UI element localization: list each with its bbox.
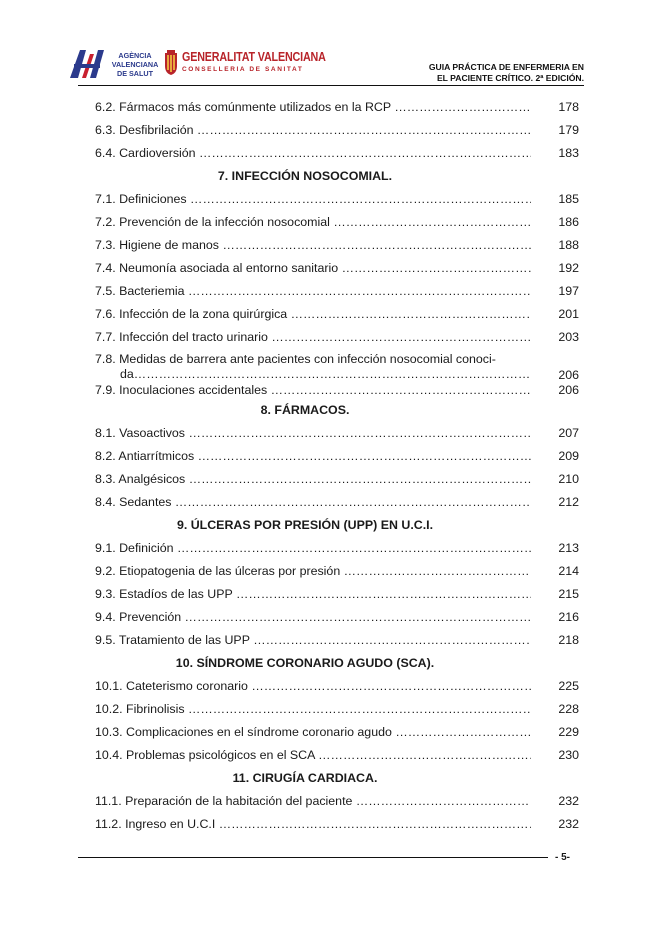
- gv-crest-icon: [163, 50, 179, 76]
- toc-entry-label: 6.2. Fármacos más comúnmente utilizados en la RCP ………………………………………………………………………………………………………………………………: [95, 99, 531, 116]
- toc-entry[interactable]: [95, 675, 585, 698]
- toc-entry[interactable]: [95, 326, 585, 349]
- toc-entry-page: 230: [558, 748, 579, 762]
- toc-entry-label-continuation: da ……………………………………………………………………………………………………………………………………: [120, 366, 531, 383]
- toc-entry-label: 7.8. Medidas de barrera ante pacientes con infección nosocomial conoci-: [95, 352, 496, 366]
- toc-entry-label: 9.2. Etiopatogenia de las úlceras por presión ………………………………………………………………………………………………………………………………: [95, 563, 531, 580]
- toc-entry-page: 186: [558, 215, 579, 229]
- toc-entry[interactable]: [95, 280, 585, 303]
- toc-entry-label: 7.4. Neumonía asociada al entorno sanitario ………………………………………………………………………………………………………………………………: [95, 260, 531, 277]
- toc-entry-label: 11.1. Preparación de la habitación del paciente ………………………………………………………………………………………………………………………………: [95, 793, 531, 810]
- avs-logo-line: AGÈNCIA: [118, 51, 152, 60]
- toc-entry-label: 11.2. Ingreso en U.C.I ………………………………………………………………………………………………………………………………: [95, 816, 531, 833]
- toc-entry-page: 229: [558, 725, 579, 739]
- toc-entry-label: 9.3. Estadíos de las UPP ………………………………………………………………………………………………………………………………: [95, 586, 531, 603]
- toc-entry[interactable]: [95, 491, 585, 514]
- toc-entry-label: 7.9. Inoculaciones accidentales ………………………………………………………………………………………………………………………………: [95, 382, 531, 399]
- toc-entry-page: 206: [558, 368, 579, 382]
- toc-entry-label: 7.2. Prevención de la infección nosocomial ………………………………………………………………………………………………………………………………: [95, 214, 531, 231]
- toc-entry-page: 178: [558, 100, 579, 114]
- toc-entry-label: 6.4. Cardioversión ………………………………………………………………………………………………………………………………: [95, 145, 531, 162]
- toc-entry[interactable]: [95, 583, 585, 606]
- section-heading: 11. CIRUGÍA CARDIACA.: [232, 771, 378, 785]
- avs-emblem-icon: [70, 48, 104, 78]
- toc-entry[interactable]: [95, 422, 585, 445]
- toc-entry[interactable]: [95, 142, 585, 165]
- toc-entry-label: 9.5. Tratamiento de las UPP ………………………………………………………………………………………………………………………………: [95, 632, 531, 649]
- toc-entry-page: 232: [558, 817, 579, 831]
- toc-entry-page: 216: [558, 610, 579, 624]
- toc-entry-page: 183: [558, 146, 579, 160]
- table-of-contents: [95, 96, 585, 836]
- toc-entry[interactable]: [95, 96, 585, 119]
- toc-entry[interactable]: [95, 234, 585, 257]
- toc-entry[interactable]: [95, 560, 585, 583]
- section-heading: 8. FÁRMACOS.: [260, 403, 350, 417]
- toc-entry-page: 215: [558, 587, 579, 601]
- toc-entry-label: 8.3. Analgésicos ………………………………………………………………………………………………………………………………: [95, 471, 531, 488]
- generalitat-valenciana-logo: [163, 50, 326, 80]
- toc-entry-page: 232: [558, 794, 579, 808]
- toc-entry-page: 206: [558, 383, 579, 397]
- toc-entry-page: 228: [558, 702, 579, 716]
- toc-entry[interactable]: [95, 698, 585, 721]
- page-number: - 5-: [555, 852, 570, 863]
- gv-logo-subtitle: CONSELLERIA DE SANITAT: [182, 66, 304, 73]
- header-divider: [78, 85, 584, 86]
- toc-entry-label: 9.4. Prevención ………………………………………………………………………………………………………………………………: [95, 609, 531, 626]
- toc-entry-page: 185: [558, 192, 579, 206]
- toc-entry-label: 8.4. Sedantes ………………………………………………………………………………………………………………………………: [95, 494, 531, 511]
- gv-logo-title: GENERALITAT VALENCIANA: [182, 50, 326, 64]
- toc-entry-page: 209: [558, 449, 579, 463]
- section-heading: 9. ÚLCERAS POR PRESIÓN (UPP) EN U.C.I.: [176, 518, 434, 532]
- toc-entry-label: 10.2. Fibrinolisis ………………………………………………………………………………………………………………………………: [95, 701, 531, 718]
- toc-entry-page: 212: [558, 495, 579, 509]
- page-header: [0, 0, 662, 92]
- agencia-valenciana-salut-logo: [70, 48, 162, 82]
- toc-entry-label: 7.5. Bacteriemia ………………………………………………………………………………………………………………………………: [95, 283, 531, 300]
- toc-entry-page: 192: [558, 261, 579, 275]
- toc-entry-page: 203: [558, 330, 579, 344]
- toc-entry[interactable]: [95, 721, 585, 744]
- toc-entry[interactable]: [95, 211, 585, 234]
- toc-entry[interactable]: [95, 606, 585, 629]
- toc-entry-label: 7.1. Definiciones ………………………………………………………………………………………………………………………………: [95, 191, 531, 208]
- toc-entry-label: 10.3. Complicaciones en el síndrome coronario agudo ………………………………………………………………………………………………………………………………: [95, 724, 531, 741]
- toc-entry-label: 10.4. Problemas psicológicos en el SCA ………………………………………………………………………………………………………………………………: [95, 747, 531, 764]
- toc-entry-label: 6.3. Desfibrilación ………………………………………………………………………………………………………………………………: [95, 122, 531, 139]
- toc-entry-label: 8.1. Vasoactivos ………………………………………………………………………………………………………………………………: [95, 425, 531, 442]
- toc-entry[interactable]: [95, 119, 585, 142]
- toc-entry-page: 218: [558, 633, 579, 647]
- toc-entry-page: 188: [558, 238, 579, 252]
- toc-entry[interactable]: [95, 303, 585, 326]
- avs-logo-line: DE SALUT: [117, 69, 153, 78]
- toc-entry-label: 7.3. Higiene de manos ………………………………………………………………………………………………………………………………: [95, 237, 531, 254]
- toc-entry-label: 7.7. Infección del tracto urinario ………………………………………………………………………………………………………………………………: [95, 329, 531, 346]
- toc-entry[interactable]: [95, 382, 585, 399]
- toc-entry-page: 197: [558, 284, 579, 298]
- toc-entry-page: 214: [558, 564, 579, 578]
- toc-entry[interactable]: [95, 468, 585, 491]
- toc-entry-page: 210: [558, 472, 579, 486]
- toc-entry[interactable]: [95, 445, 585, 468]
- document-title: [429, 62, 584, 84]
- section-heading: 7. INFECCIÓN NOSOCOMIAL.: [217, 169, 393, 183]
- toc-entry[interactable]: [95, 537, 585, 560]
- avs-logo-line: VALENCIANA: [111, 60, 159, 69]
- toc-entry-label: 9.1. Definición ………………………………………………………………………………………………………………………………: [95, 540, 531, 557]
- toc-entry[interactable]: [95, 257, 585, 280]
- toc-entry[interactable]: [95, 813, 585, 836]
- toc-entry[interactable]: [95, 744, 585, 767]
- section-heading: 10. SÍNDROME CORONARIO AGUDO (SCA).: [175, 656, 435, 670]
- toc-entry[interactable]: [95, 790, 585, 813]
- footer-divider: [78, 857, 548, 858]
- toc-entry-page: 213: [558, 541, 579, 555]
- toc-entry-page: 201: [558, 307, 579, 321]
- document-title-line: GUIA PRÁCTICA DE ENFERMERIA EN: [428, 62, 584, 72]
- toc-entry-page: 207: [558, 426, 579, 440]
- document-title-line: EL PACIENTE CRÍTICO. 2ª EDICIÓN.: [436, 73, 584, 83]
- toc-entry-label: 10.1. Cateterismo coronario ………………………………………………………………………………………………………………………………: [95, 678, 531, 695]
- toc-entry[interactable]: [95, 188, 585, 211]
- toc-entry[interactable]: [95, 629, 585, 652]
- toc-entry-label: 7.6. Infección de la zona quirúrgica ………………………………………………………………………………………………………………………………: [95, 306, 531, 323]
- toc-entry-page: 179: [558, 123, 579, 137]
- toc-entry-page: 225: [558, 679, 579, 693]
- toc-entry-label: 8.2. Antiarrítmicos ………………………………………………………………………………………………………………………………: [95, 448, 531, 465]
- toc-entry[interactable]: [95, 349, 585, 382]
